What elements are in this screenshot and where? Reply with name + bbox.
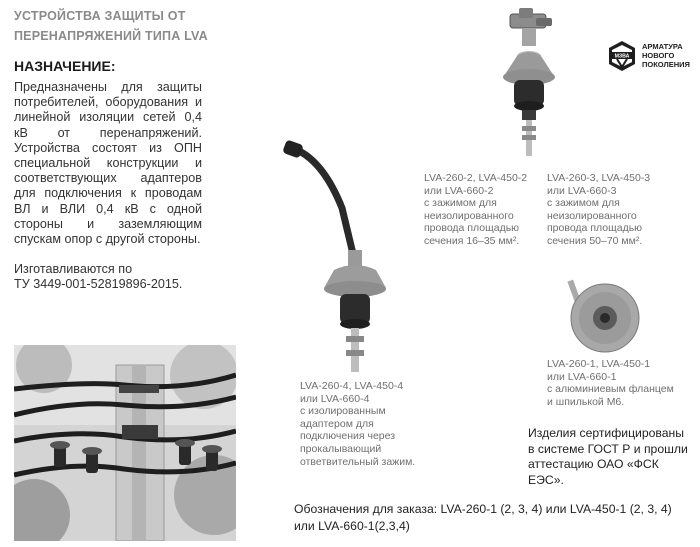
caption-lva-2-line: LVA-260-2, LVA-450-2 (424, 172, 528, 184)
caption-lva-3-line: LVA-260-3, LVA-450-3 (547, 172, 651, 184)
title-line-2: ПЕРЕНАПРЯЖЕНИЙ ТИПА LVA (14, 29, 208, 43)
caption-lva-3-line: или LVA-660-3 (547, 184, 617, 197)
cert-line: аттестацию ОАО «ФСК ЕЭС». (528, 457, 659, 487)
logo-line-2: НОВОГО (642, 51, 675, 61)
caption-lva-4-line: с изолированным (300, 405, 386, 418)
caption-lva-2-line: провода площадью (424, 222, 520, 235)
cert-line: Изделия сертифицированы (528, 426, 685, 440)
title-line-1: УСТРОЙСТВА ЗАЩИТЫ ОТ (14, 9, 186, 23)
caption-lva-3-line: с зажимом для (547, 197, 620, 210)
caption-lva-3-line: неизолированного (547, 209, 637, 222)
logo-line-3: ПОКОЛЕНИЯ (642, 60, 690, 70)
caption-lva-2-line: с зажимом для (424, 197, 497, 210)
caption-lva-3-line: провода площадью (547, 222, 643, 235)
caption-lva-2-line: или LVA-660-2 (424, 184, 494, 197)
device-lva-1-image (565, 278, 645, 353)
manufacturing-spec (14, 262, 214, 292)
caption-lva-4-line: LVA-260-4, LVA-450-4 (300, 380, 404, 392)
caption-lva-1-line: и шпилькой М6. (547, 395, 625, 408)
made-line-1: Изготавливаются по (14, 262, 133, 276)
order-designations (294, 501, 694, 535)
caption-lva-1-line: с алюминиевым фланцем (547, 383, 674, 396)
device-lva-2-3-image (484, 8, 574, 158)
certification-note (528, 426, 698, 488)
caption-lva-1 (547, 358, 674, 408)
caption-lva-2-line: сечения 16–35 мм². (424, 234, 520, 247)
order-line-1: Обозначения для заказа: LVA-260-1 (2, 3, 4) или LVA-450-1 (2, 3, 4) (294, 502, 672, 516)
purpose-text: Предназначены для защиты потребителей, оборудования и линейной изоляции сетей 0,4 кВ от перенапряжений. Устройства состоят из ОПН специальной конструкции и соответствующих адаптеров для подключения к проводам ВЛ и ВЛИ 0,4 кВ с одной стороны и заземляющим спускам опор с другой стороны. (14, 80, 202, 247)
device-lva-4-image (282, 138, 412, 378)
caption-lva-4-line: или LVA-660-4 (300, 392, 370, 405)
logo-badge-text: МЗВА (614, 53, 630, 60)
caption-lva-4-line: прокалывающий (300, 442, 382, 455)
caption-lva-4-line: подключения через (300, 430, 396, 443)
page-title (14, 6, 314, 46)
caption-lva-4-line: адаптером для (300, 417, 374, 430)
cert-line: в системе ГОСТ Р и прошли (528, 441, 688, 456)
made-line-2: ТУ 3449-001-52819896-2015. (14, 277, 183, 292)
caption-lva-2-line: неизолированного (424, 209, 514, 222)
caption-lva-1-line: или LVA-660-1 (547, 370, 617, 383)
order-line-2: или LVA-660-1(2,3,4) (294, 519, 410, 533)
purpose-heading: НАЗНАЧЕНИЕ: (14, 58, 116, 74)
caption-lva-4-line: ответвительный зажим. (300, 455, 416, 468)
caption-lva-2 (424, 172, 527, 248)
caption-lva-3 (547, 172, 650, 248)
logo-line-1: АРМАТУРА (642, 42, 683, 51)
installation-photo (14, 345, 236, 541)
logo-text (642, 42, 696, 70)
caption-lva-3-line: сечения 50–70 мм². (547, 234, 643, 247)
caption-lva-4 (300, 380, 415, 468)
caption-lva-1-line: LVA-260-1, LVA-450-1 (547, 358, 651, 370)
